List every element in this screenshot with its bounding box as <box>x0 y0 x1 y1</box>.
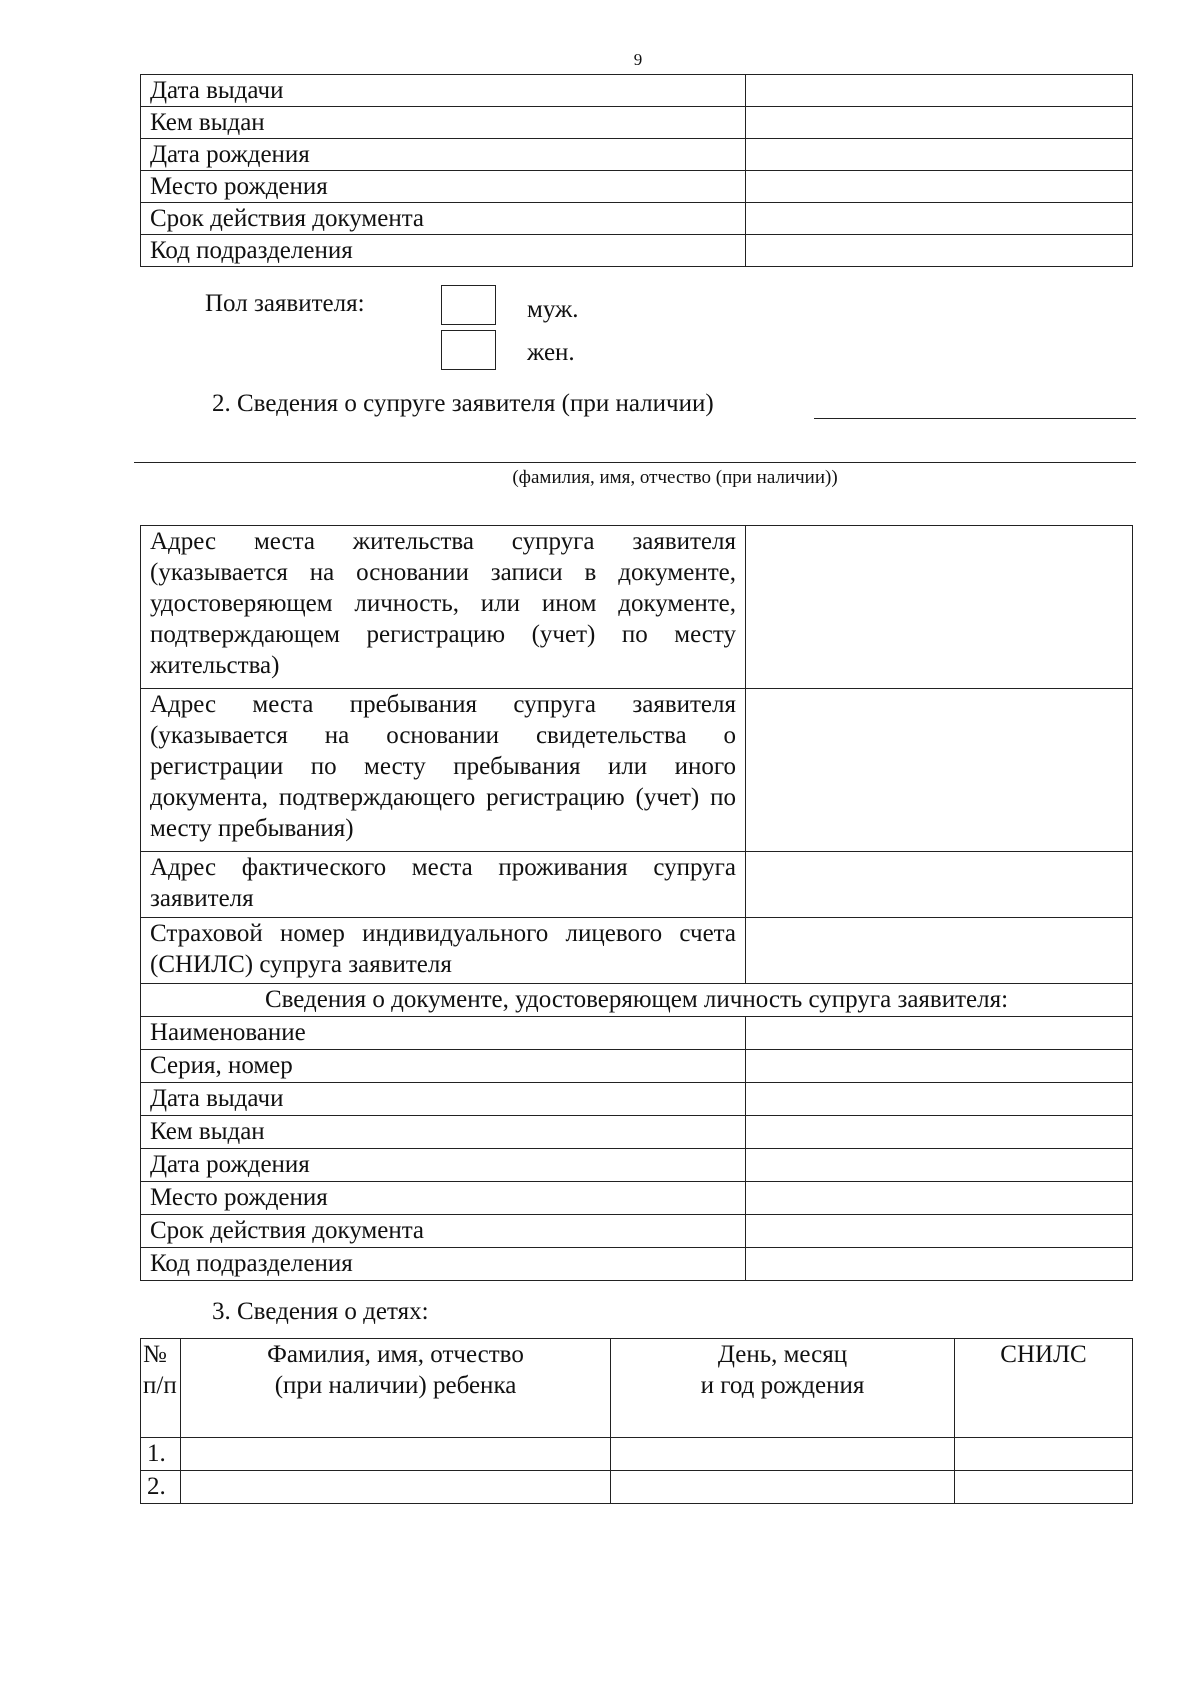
child-name-cell[interactable] <box>181 1471 611 1504</box>
column-header-birthdate-line2: и год рождения <box>700 1372 865 1399</box>
child-snils-cell[interactable] <box>955 1438 1133 1471</box>
column-header-name-line1: Фамилия, имя, отчество <box>267 1341 524 1368</box>
gender-male-checkbox[interactable] <box>441 285 496 325</box>
row-number: 1. <box>141 1438 181 1471</box>
field-value[interactable] <box>746 203 1133 235</box>
table-row <box>141 203 1133 235</box>
field-label: Дата выдачи <box>141 75 746 107</box>
table-row <box>141 852 1133 918</box>
table-row <box>141 75 1133 107</box>
spouse-name-fill-line[interactable] <box>814 418 1136 419</box>
gender-female-label: жен. <box>527 339 575 366</box>
snils-label: Страховой номер индивидуального лицевого счета (СНИЛС) супруга заявителя <box>141 918 746 984</box>
table-row <box>141 1116 1133 1149</box>
field-value[interactable] <box>746 171 1133 203</box>
actual-address-value[interactable] <box>746 852 1133 918</box>
field-label: Место рождения <box>141 1182 746 1215</box>
field-value[interactable] <box>746 1083 1133 1116</box>
child-birthdate-cell[interactable] <box>611 1438 955 1471</box>
table-row <box>141 984 1133 1017</box>
table-header-row <box>141 1339 1133 1438</box>
table-row <box>141 171 1133 203</box>
field-label: Дата рождения <box>141 1149 746 1182</box>
spouse-info-table <box>140 525 1133 1281</box>
table-row <box>141 1182 1133 1215</box>
snils-value[interactable] <box>746 918 1133 984</box>
residence-address-value[interactable] <box>746 526 1133 689</box>
table-row <box>141 1471 1133 1504</box>
row-number: 2. <box>141 1471 181 1504</box>
applicant-document-table <box>140 74 1133 267</box>
column-header-snils: СНИЛС <box>955 1339 1133 1438</box>
table-row <box>141 139 1133 171</box>
field-value[interactable] <box>746 1248 1133 1281</box>
table-row <box>141 1083 1133 1116</box>
table-row <box>141 526 1133 689</box>
child-birthdate-cell[interactable] <box>611 1471 955 1504</box>
table-row <box>141 1017 1133 1050</box>
column-header-birthdate-line1: День, месяц <box>717 1341 848 1368</box>
field-label: Дата выдачи <box>141 1083 746 1116</box>
field-value[interactable] <box>746 75 1133 107</box>
table-row <box>141 1248 1133 1281</box>
column-header-birthdate <box>611 1339 955 1438</box>
stay-address-value[interactable] <box>746 689 1133 852</box>
table-row <box>141 107 1133 139</box>
table-row <box>141 1215 1133 1248</box>
table-row <box>141 1050 1133 1083</box>
residence-address-label: Адрес места жительства супруга заявителя (указывается на основании записи в документе, удостоверяющем личность, или ином документе, подтверждающем регистрацию (учет) по месту жительства) <box>141 526 746 689</box>
child-name-cell[interactable] <box>181 1438 611 1471</box>
table-row <box>141 1438 1133 1471</box>
field-label: Срок действия документа <box>141 203 746 235</box>
field-value[interactable] <box>746 1116 1133 1149</box>
actual-address-label: Адрес фактического места проживания супруга заявителя <box>141 852 746 918</box>
field-value[interactable] <box>746 107 1133 139</box>
field-value[interactable] <box>746 1017 1133 1050</box>
page-number: 9 <box>633 50 643 69</box>
field-label: Код подразделения <box>141 1248 746 1281</box>
field-value[interactable] <box>746 1050 1133 1083</box>
field-value[interactable] <box>746 139 1133 171</box>
field-value[interactable] <box>746 1182 1133 1215</box>
spouse-name-fill-line-full[interactable] <box>134 462 1136 463</box>
field-label: Кем выдан <box>141 107 746 139</box>
section-2-heading: 2. Сведения о супруге заявителя (при наличии) <box>212 390 714 417</box>
stay-address-label: Адрес места пребывания супруга заявителя (указывается на основании свидетельства о регистрации по месту пребывания или иного документа, подтверждающего регистрацию (учет) по месту пребывания) <box>141 689 746 852</box>
field-label: Дата рождения <box>141 139 746 171</box>
field-label: Кем выдан <box>141 1116 746 1149</box>
column-header-name <box>181 1339 611 1438</box>
field-label: Код подразделения <box>141 235 746 267</box>
column-header-number: № п/п <box>141 1339 181 1438</box>
child-snils-cell[interactable] <box>955 1471 1133 1504</box>
field-value[interactable] <box>746 235 1133 267</box>
table-row <box>141 1149 1133 1182</box>
field-label: Срок действия документа <box>141 1215 746 1248</box>
field-label: Серия, номер <box>141 1050 746 1083</box>
table-row <box>141 918 1133 984</box>
gender-label: Пол заявителя: <box>205 290 365 317</box>
field-value[interactable] <box>746 1215 1133 1248</box>
gender-male-label: муж. <box>527 296 579 323</box>
field-label: Наименование <box>141 1017 746 1050</box>
document-subheading: Сведения о документе, удостоверяющем личность супруга заявителя: <box>141 984 1133 1017</box>
field-value[interactable] <box>746 1149 1133 1182</box>
table-row <box>141 689 1133 852</box>
field-label: Место рождения <box>141 171 746 203</box>
children-table <box>140 1338 1133 1504</box>
table-row <box>141 235 1133 267</box>
section-3-heading: 3. Сведения о детях: <box>212 1298 429 1325</box>
spouse-name-hint: (фамилия, имя, отчество (при наличии)) <box>512 467 838 488</box>
column-header-name-line2: (при наличии) ребенка <box>274 1372 517 1399</box>
gender-female-checkbox[interactable] <box>441 330 496 370</box>
